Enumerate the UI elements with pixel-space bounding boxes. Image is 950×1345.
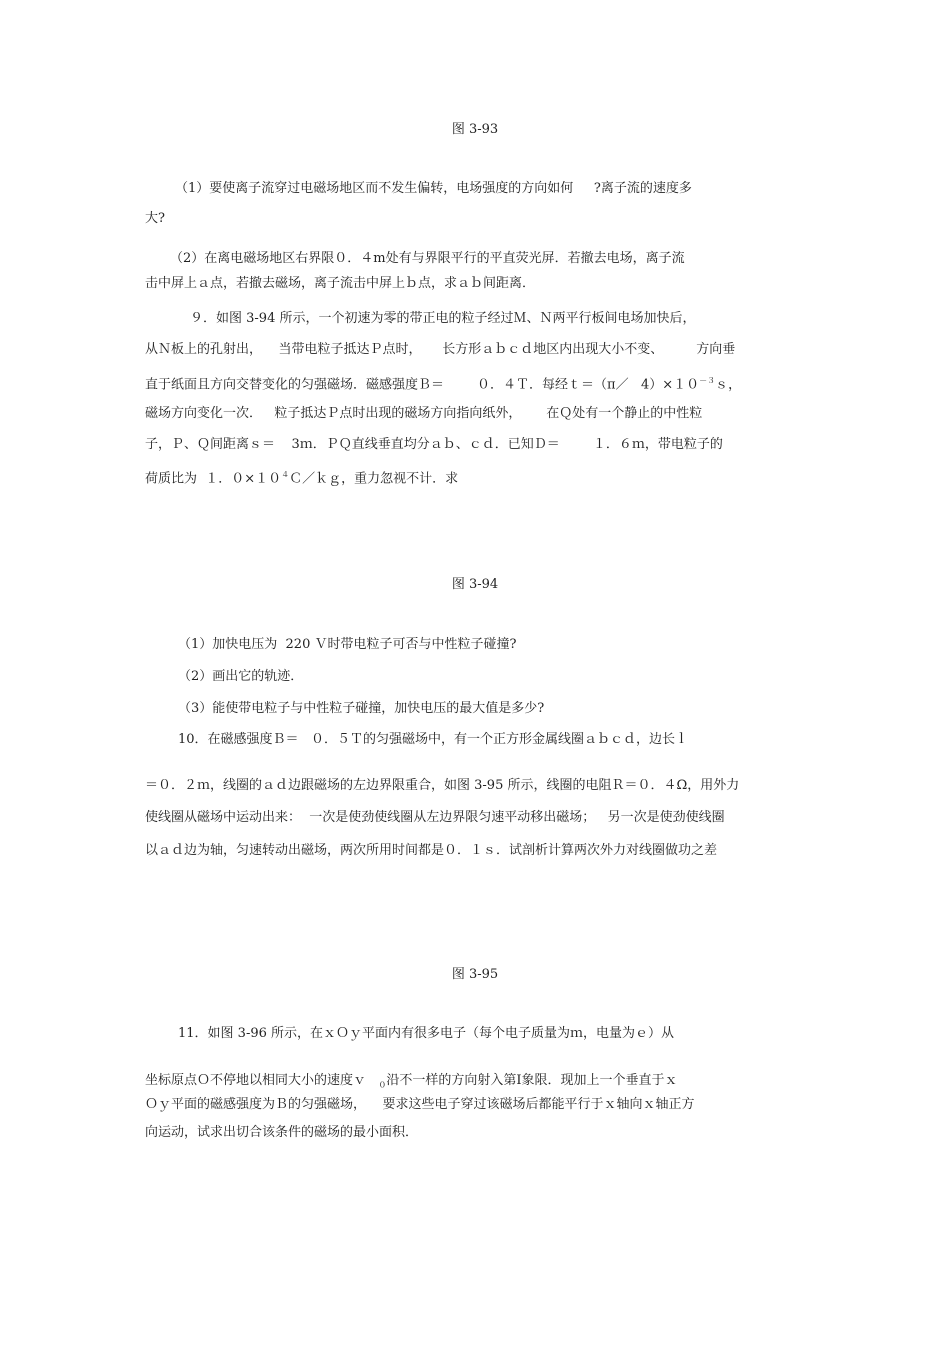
q9-line3-text: 直于纸面且方向交替变化的匀强磁场．磁感强度Ｂ＝ ０．４Ｔ．每经ｔ＝（π／ 4）×１０ xyxy=(145,377,700,393)
q9-sub2: （2）画出它的轨迹． xyxy=(178,669,304,684)
q9-sub3: （3）能使带电粒子与中性粒子碰撞，加快电压的最大值是多少? xyxy=(178,701,545,716)
q11-line2-text: 坐标原点Ｏ不停地以相同大小的速度ｖ xyxy=(145,1073,379,1088)
q10-line1: 10．在磁感强度Ｂ＝ ０．５Ｔ的匀强磁场中，有一个正方形金属线圈ａｂｃｄ，边长ｌ xyxy=(178,732,688,747)
q8-part1-line2: 大? xyxy=(145,211,165,226)
figure-caption-3-94: 图 3-94 xyxy=(451,577,499,592)
q8-part2-line1: （2）在离电磁场地区右界限０．４m处有与界限平行的平直荧光屏．若撤去电场，离子流 xyxy=(170,251,685,266)
q9-sub1: （1）加快电压为 220 Ｖ时带电粒子可否与中性粒子碰撞? xyxy=(178,637,517,652)
q10-line3: 使线圈从磁场中运动出来： 一次是使劲使线圈从左边界限匀速平动移出磁场； 另一次是使劲使线圈 xyxy=(145,810,725,825)
q11-line2-tail: 沿不一样的方向射入第Ⅰ象限．现加上一个垂直于ｘ xyxy=(386,1073,678,1088)
q8-part1-line1: （1）要使离子流穿过电磁场地区而不发生偏转，电场强度的方向如何 ?离子流的速度多 xyxy=(175,181,692,196)
q11-line3: Ｏｙ平面的磁感强度为Ｂ的匀强磁场， 要求这些电子穿过该磁场后都能平行于ｘ轴向ｘ轴正方 xyxy=(145,1097,695,1112)
q10-line2: ＝０．２ｍ，线圈的ａｄ边跟磁场的左边界限重合，如图 3-95 所示，线圈的电阻Ｒ＝０．４Ω，用外力 xyxy=(145,778,740,793)
figure-caption-3-95: 图 3-95 xyxy=(451,967,499,982)
figure-caption-3-93: 图 3-93 xyxy=(451,122,499,137)
q9-line4: 磁场方向变化一次． 粒子抵达Ｐ点时出现的磁场方向指向纸外， 在Ｑ处有一个静止的中性粒 xyxy=(145,406,703,421)
q8-part2-line2: 击中屏上ａ点，若撤去磁场，离子流击中屏上ｂ点，求ａｂ间距离． xyxy=(145,276,536,291)
q9-line6-text: 荷质比为 １．０×１０ xyxy=(145,471,282,487)
q11-line1: 11．如图 3-96 所示，在ｘＯｙ平面内有很多电子（每个电子质量为ｍ，电量为ｅ）从 xyxy=(178,1026,675,1041)
q9-line5: 子，Ｐ、Ｑ间距离ｓ＝ 3ｍ．ＰＱ直线垂直均分ａｂ、ｃｄ．已知Ｄ＝ １．６ｍ，带电粒子的 xyxy=(145,437,723,452)
q9-line6-tail: Ｃ／ｋｇ，重力忽视不计．求 xyxy=(289,471,459,487)
q9-line2: 从Ｎ板上的孔射出， 当带电粒子抵达Ｐ点时， 长方形ａｂｃｄ地区内出现大小不变、 方向垂 xyxy=(145,342,736,357)
q11-line2 xyxy=(145,1073,678,1094)
q11-line4: 向运动，试求出切合该条件的磁场的最小面积． xyxy=(145,1125,419,1140)
q9-line3 xyxy=(145,373,741,393)
q9-line1: ９．如图 3-94 所示，一个初速为零的带正电的粒子经过Ｍ、Ｎ两平行板间电场加快后， xyxy=(190,311,696,326)
q9-line6-exponent: ４ xyxy=(281,470,290,479)
q9-line3-exponent: －３ xyxy=(699,376,716,385)
q10-line4: 以ａｄ边为轴，匀速转动出磁场，两次所用时间都是０．１ｓ．试剖析计算两次外力对线圈做功之差 xyxy=(145,843,718,858)
q9-line3-tail: ｓ， xyxy=(715,377,742,393)
q9-line6 xyxy=(145,467,458,487)
q11-velocity-subscript: ０ xyxy=(378,1080,387,1090)
